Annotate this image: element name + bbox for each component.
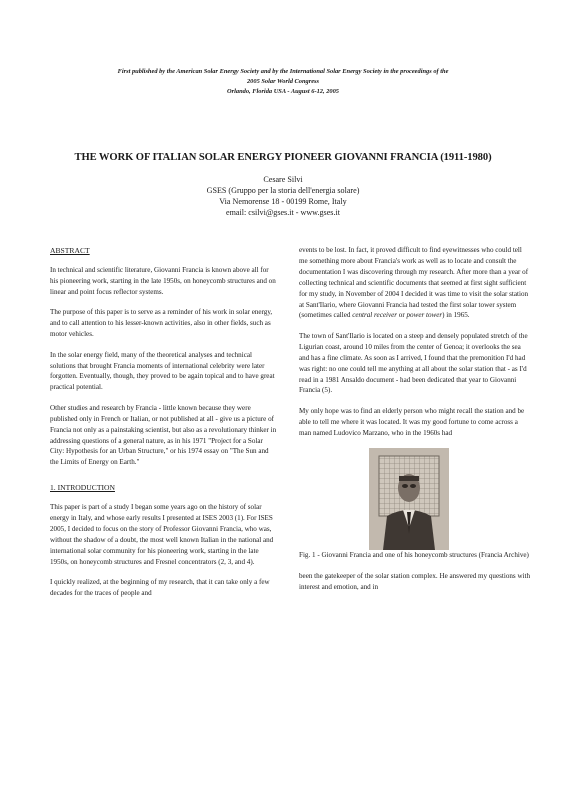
left-column [50,245,278,609]
paper-title: THE WORK OF ITALIAN SOLAR ENERGY PIONEER GIOVANNI FRANCIA (1911-1980) [74,152,492,163]
figure-caption: Fig. 1 - Giovanni Francia and one of his honeycomb structures (Francia Archive) [299,551,529,560]
author-contact: email: csilvi@gses.it - www.gses.it [226,208,340,217]
body-paragraph-1 [299,245,531,321]
abstract-paragraph-1: In technical and scientific literature, Giovanni Francia is known above all for his pioneering work, starting in the late 1950s, on honeycomb structures and on linear and point focus reflector systems. [50,266,276,296]
francia-photo [369,448,449,550]
publication-header [40,67,526,97]
author-block [60,174,506,218]
right-column [299,245,531,602]
body-paragraph-4: been the gatekeeper of the solar station complex. He answered my questions with interest and emotion, and in [299,571,531,591]
body-paragraph-1-b: ) in 1965. [442,311,470,320]
introduction-paragraph-2: I quickly realized, at the beginning of my research, that it can take only a few decades for the traces of people and [50,578,270,598]
introduction-heading: 1. INTRODUCTION [50,483,115,493]
power-tower-term: power tower [406,311,443,320]
author-name: Cesare Silvi [263,175,303,184]
author-affiliation: GSES (Gruppo per la storia dell'energia solare) [206,186,360,195]
header-line-3: Orlando, Florida USA - August 6-12, 2005 [227,88,339,95]
abstract-paragraph-3: In the solar energy field, many of the theoretical analyses and technical solutions that brought Francia moments of international celebrity were later forgotten. Eventually, though, they proved to be again topical and to have great practical potential. [50,350,275,392]
author-address: Via Nemorense 18 - 00199 Rome, Italy [219,197,347,206]
abstract-paragraph-4: Other studies and research by Francia - little known because they were published only in French or Italian, or not published at all - give us a picture of Francia not only as a painstaking scientist, but also as a revolutionary thinker in addressing questions of a general nature, as in his 1971 "Project for a Solar City: Hypothesis for an Urban Structure," or his 1974 essay on "The Sun and the Limits of Energy on Earth." [50,403,277,467]
body-paragraph-3: My only hope was to find an elderly person who might recall the station and be able to tell me where it was located. It was my good fortune to come across a man named Ludovico Marzano, who in the 1960s had [299,406,525,437]
abstract-paragraph-2: The purpose of this paper is to serve as a reminder of his work in solar energy, and to call attention to his lesser-known activities, also in other fields, such as motor vehicles. [50,308,273,339]
header-line-2: 2005 Solar World Congress [246,78,320,85]
header-line-1: First published by the American Solar Energy Society and by the International Solar Energy Society in the proceedings of the [117,68,449,75]
francia-photo-image [369,448,449,550]
body-paragraph-2: The town of Sant'Ilario is located on a steep and densely populated stretch of the Ligurian coast, around 10 miles from the center of Genoa; it overlooks the sea and has a fine climate. As soon as I arrived, I found that the premonition I'd had was right: no one could tell me anything at all about the solar station that - as I'd read in a 1981 Ansaldo document - had been dedicated that year to Giovanni Francia (5). [299,331,528,395]
body-paragraph-1-a: events to be lost. In fact, it proved difficult to find eyewitnesses who could tell me something more about Francia's work as well as to locate and consult the documentation I was discovering through my research. After more than a year of collecting technical and scientific documents that seemed at first sight sufficient for my study, in November of 2004 I decided it was time to visit the solar station at Sant'Ilario, where Giovanni Francia had tested the first solar tower system (sometimes called [299,246,529,320]
introduction-paragraph-1: This paper is part of a study I began some years ago on the history of solar energy in Italy, and whose early results I presented at ISES 2003 (1). For ISES 2005, I decided to focus on the story of Professor Giovanni Francia, who was, without the shadow of a doubt, the most well known Italian in the national and international solar community for his pioneering work, starting in the late 1950s, on honeycomb structures and Fresnel concentrators (2, 3, and 4). [50,503,274,566]
central-receiver-term: central receiver [352,311,398,320]
abstract-heading: ABSTRACT [50,246,90,255]
body-paragraph-1-or: or [397,311,407,320]
